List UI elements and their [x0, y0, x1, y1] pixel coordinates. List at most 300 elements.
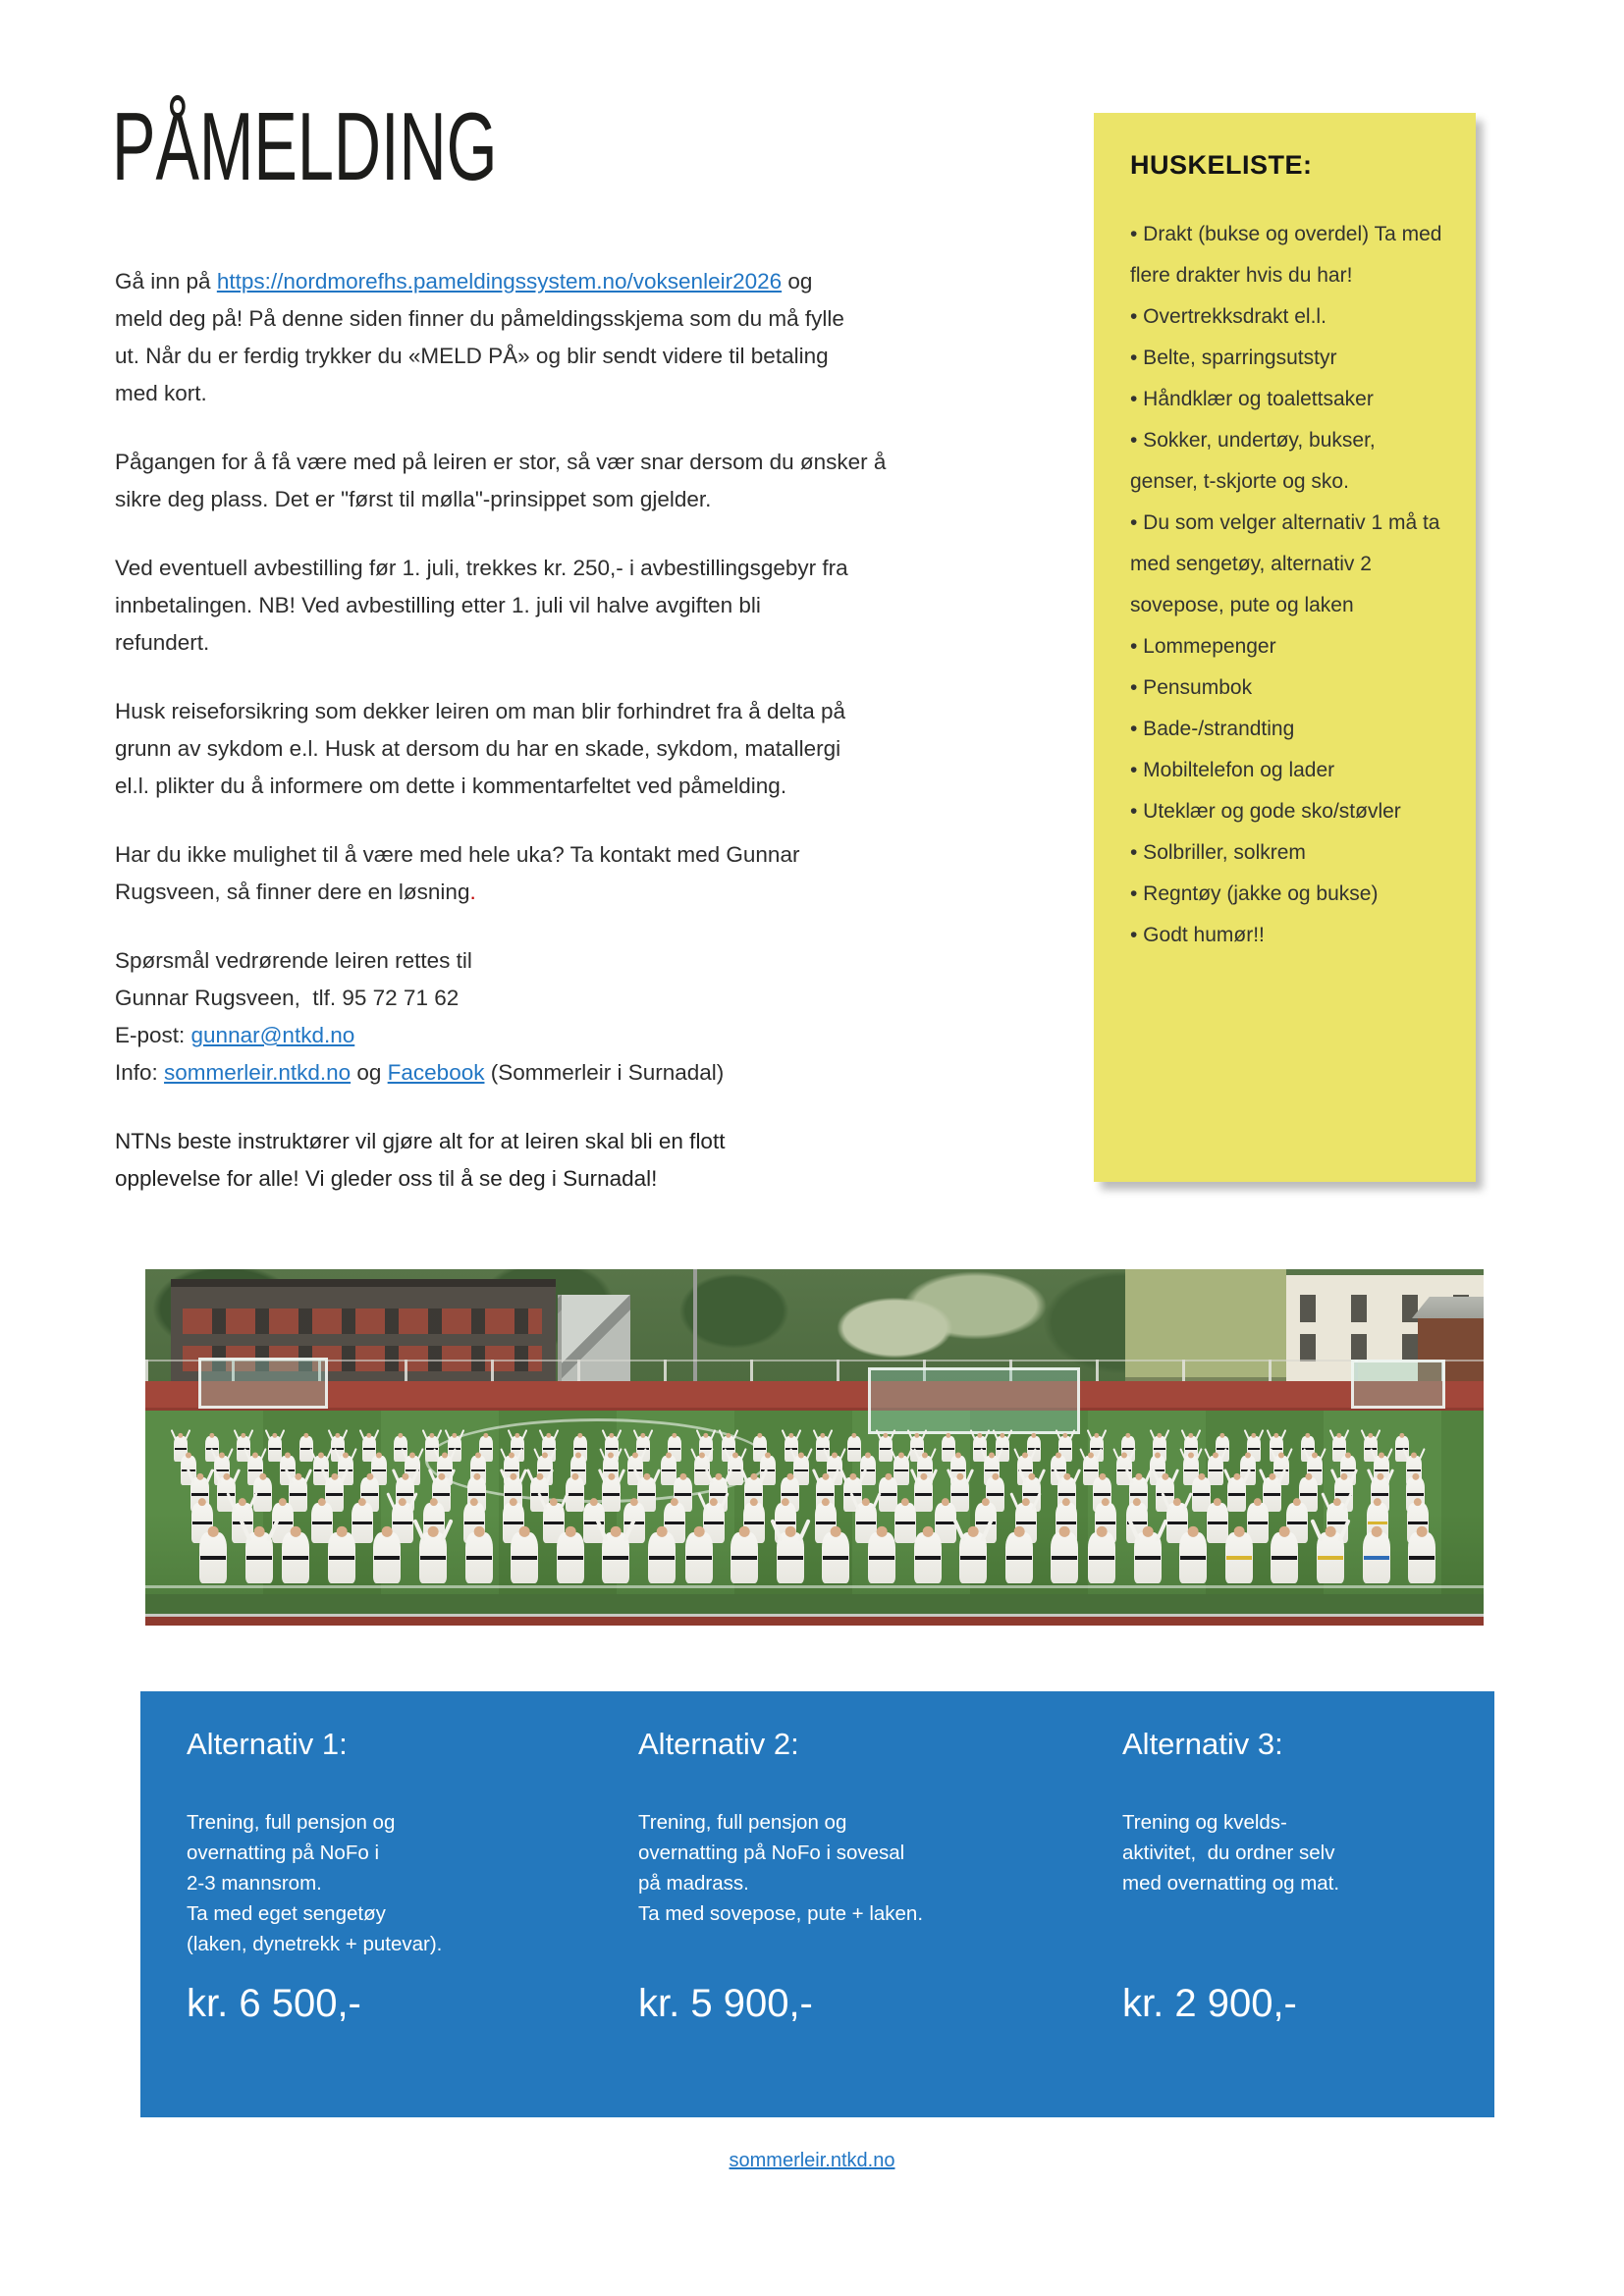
- checklist-item: • Regntøy (jakke og bukse): [1130, 882, 1379, 905]
- person: [822, 1532, 849, 1583]
- person-head: [1031, 1433, 1036, 1438]
- person-head: [849, 1473, 856, 1480]
- person-arm: [1101, 1429, 1108, 1441]
- person-arm: [710, 1429, 717, 1441]
- person-head: [428, 1526, 439, 1537]
- person-head: [1377, 1473, 1383, 1480]
- taekwondo-crowd: [145, 1269, 1484, 1626]
- person: [894, 1503, 916, 1543]
- alternative-price: kr. 5 900,-: [638, 1982, 813, 2025]
- person: [1271, 1532, 1298, 1583]
- person-belt: [1228, 1493, 1246, 1496]
- paragraph: [115, 444, 1057, 518]
- person-head: [956, 1473, 963, 1480]
- checklist-note: [1094, 113, 1476, 1182]
- person-arm: [436, 1429, 443, 1441]
- person-head: [398, 1433, 403, 1438]
- person-head: [409, 1452, 415, 1458]
- footer-link[interactable]: sommerleir.ntkd.no: [729, 2150, 895, 2171]
- person: [685, 1532, 713, 1583]
- person-head: [710, 1498, 718, 1506]
- person-head: [1062, 1498, 1070, 1506]
- person-head: [1198, 1473, 1205, 1480]
- person-head: [1333, 1498, 1341, 1506]
- person-head: [1417, 1526, 1428, 1537]
- text-run: sikre deg plass. Det er "først til mølla"-prinsippet som gjelder.: [115, 487, 712, 511]
- person-head: [1157, 1433, 1162, 1438]
- description-line: 2-3 mannsrom.: [187, 1872, 322, 1895]
- person-head: [750, 1498, 758, 1506]
- person-head: [470, 1498, 478, 1506]
- person-belt: [471, 1469, 486, 1471]
- checklist-items: [1130, 214, 1448, 956]
- person-arm: [328, 1429, 335, 1441]
- person-head: [402, 1473, 408, 1480]
- person-belt: [438, 1469, 453, 1471]
- person-head: [989, 1452, 995, 1458]
- person-head: [366, 1473, 373, 1480]
- person-arm: [1418, 1448, 1426, 1462]
- person-head: [1368, 1433, 1373, 1438]
- person-head: [219, 1452, 225, 1458]
- person-belt: [1364, 1556, 1389, 1560]
- person-head: [699, 1452, 705, 1458]
- person-head: [946, 1433, 950, 1438]
- person-belt: [960, 1556, 986, 1560]
- person-belt: [604, 1469, 619, 1471]
- person-belt: [1154, 1448, 1166, 1450]
- person-head: [483, 1433, 488, 1438]
- person-head: [1133, 1498, 1141, 1506]
- person-arm: [812, 1468, 821, 1484]
- person-head: [259, 1473, 266, 1480]
- person-head: [566, 1526, 576, 1537]
- person-belt: [704, 1522, 724, 1524]
- person-head: [1340, 1473, 1347, 1480]
- person-arm: [500, 1448, 508, 1462]
- person-arm: [247, 1429, 254, 1441]
- person-belt: [1368, 1522, 1387, 1524]
- person-head: [679, 1473, 686, 1480]
- person-head: [252, 1452, 258, 1458]
- person-belt: [662, 1469, 677, 1471]
- group-photo: [145, 1269, 1484, 1626]
- text-link[interactable]: Facebook: [387, 1060, 485, 1085]
- person-head: [331, 1473, 338, 1480]
- person-belt: [869, 1556, 894, 1560]
- page-title: PÅMELDING: [112, 92, 498, 200]
- person-head: [1094, 1433, 1099, 1438]
- person-head: [1414, 1498, 1422, 1506]
- text-run: og: [782, 269, 813, 294]
- person-head: [922, 1452, 928, 1458]
- person-head: [343, 1452, 349, 1458]
- person-arm: [1322, 1493, 1331, 1511]
- person-belt: [424, 1522, 444, 1524]
- person-head: [546, 1433, 551, 1438]
- person-head: [318, 1498, 326, 1506]
- alternative-description: [187, 1807, 442, 1959]
- person-arm: [1037, 1468, 1046, 1484]
- person-head: [399, 1498, 406, 1506]
- person-head: [514, 1433, 519, 1438]
- person: [1134, 1532, 1162, 1583]
- person-head: [1412, 1473, 1419, 1480]
- person-belt: [544, 1522, 564, 1524]
- person-arm: [1329, 1429, 1336, 1441]
- text-run: Info:: [115, 1060, 165, 1085]
- person-head: [982, 1498, 990, 1506]
- person-head: [1213, 1452, 1218, 1458]
- person-arm: [1195, 1429, 1202, 1441]
- person-head: [898, 1452, 904, 1458]
- person-belt: [1287, 1522, 1307, 1524]
- person-belt: [192, 1522, 212, 1524]
- person-head: [1254, 1498, 1262, 1506]
- person-arm: [690, 1448, 698, 1462]
- person-belt: [393, 1522, 412, 1524]
- person-belt: [283, 1556, 308, 1560]
- person-arm: [232, 1468, 241, 1484]
- person-head: [452, 1433, 457, 1438]
- person-arm: [719, 1429, 726, 1441]
- person-belt: [915, 1556, 941, 1560]
- person-belt: [326, 1493, 344, 1496]
- person-belt: [745, 1493, 763, 1496]
- person-arm: [1204, 1448, 1212, 1462]
- text-run: NTNs beste instruktører vil gjøre alt for at leiren skal bli en flott: [115, 1129, 726, 1153]
- person-head: [223, 1473, 230, 1480]
- person-arm: [1361, 1429, 1368, 1441]
- text-run: Spørsmål vedrørende leiren rettes til: [115, 948, 472, 973]
- person-head: [977, 1433, 982, 1438]
- person-head: [358, 1498, 366, 1506]
- person-head: [862, 1498, 870, 1506]
- person-belt: [848, 1448, 861, 1450]
- person-head: [1305, 1473, 1312, 1480]
- person-arm: [428, 1468, 437, 1484]
- person-head: [1234, 1526, 1245, 1537]
- person-belt: [1094, 1493, 1111, 1496]
- person-head: [1014, 1526, 1025, 1537]
- person-belt: [1264, 1493, 1281, 1496]
- person-belt: [1193, 1493, 1211, 1496]
- person-head: [254, 1526, 265, 1537]
- person-head: [1121, 1452, 1127, 1458]
- person-head: [1188, 1433, 1193, 1438]
- person-arm: [782, 1429, 788, 1441]
- person-head: [1022, 1452, 1028, 1458]
- person: [1051, 1532, 1078, 1583]
- text-link[interactable]: https://nordmorefhs.pameldingssystem.no/voksenleir2026: [216, 269, 783, 294]
- person-belt: [1130, 1493, 1148, 1496]
- person-arm: [1112, 1448, 1120, 1462]
- alternative-title: Alternativ 2:: [638, 1727, 799, 1761]
- person-arm: [984, 1429, 991, 1441]
- person-head: [473, 1473, 480, 1480]
- person-head: [1411, 1452, 1417, 1458]
- checklist-item: • Håndklær og toalettsaker: [1130, 388, 1374, 410]
- person-head: [571, 1473, 578, 1480]
- description-line: aktivitet, du ordner selv: [1122, 1842, 1335, 1864]
- person: [1179, 1532, 1207, 1583]
- person-head: [542, 1452, 548, 1458]
- person-head: [671, 1498, 678, 1506]
- person-belt: [246, 1556, 272, 1560]
- person-head: [335, 1433, 340, 1438]
- person-belt: [778, 1556, 803, 1560]
- person-belt: [1226, 1556, 1252, 1560]
- person-belt: [754, 1448, 767, 1450]
- person-belt: [895, 1522, 915, 1524]
- person-belt: [1409, 1556, 1435, 1560]
- person-head: [1059, 1526, 1070, 1537]
- person-head: [1143, 1526, 1154, 1537]
- person-head: [272, 1433, 277, 1438]
- person-head: [851, 1433, 856, 1438]
- person-arm: [602, 1429, 609, 1441]
- person-head: [1269, 1473, 1275, 1480]
- person-belt: [374, 1556, 400, 1560]
- person-belt: [731, 1556, 757, 1560]
- person-belt: [1016, 1522, 1036, 1524]
- person-head: [611, 1526, 622, 1537]
- person-head: [1135, 1473, 1142, 1480]
- person-belt: [512, 1556, 537, 1560]
- person-belt: [505, 1469, 519, 1471]
- description-line: overnatting på NoFo i: [187, 1842, 380, 1864]
- person-head: [590, 1498, 598, 1506]
- person-arm: [827, 1429, 834, 1441]
- person-belt: [1184, 1469, 1199, 1471]
- person-head: [285, 1452, 291, 1458]
- person-belt: [1185, 1448, 1198, 1450]
- person-arm: [616, 1429, 623, 1441]
- person-head: [475, 1452, 481, 1458]
- person-arm: [1056, 1429, 1062, 1441]
- person: [1088, 1532, 1115, 1583]
- person-arm: [521, 1429, 528, 1441]
- person-head: [609, 1433, 614, 1438]
- person: [1317, 1532, 1344, 1583]
- person-head: [536, 1473, 543, 1480]
- person-arm: [508, 1429, 514, 1441]
- checklist-title: HUSKELISTE:: [1130, 150, 1313, 180]
- person-head: [575, 1452, 581, 1458]
- person-belt: [987, 1493, 1004, 1496]
- alternative-column-1: [187, 1691, 609, 2117]
- description-line: Ta med sovepose, pute + laken.: [638, 1902, 924, 1925]
- person-arm: [993, 1429, 1000, 1441]
- person-head: [1278, 1452, 1284, 1458]
- person: [868, 1532, 895, 1583]
- person-head: [198, 1498, 206, 1506]
- person-head: [657, 1526, 668, 1537]
- person: [1408, 1532, 1435, 1583]
- person-arm: [234, 1429, 241, 1441]
- person-head: [865, 1452, 871, 1458]
- person-belt: [1058, 1493, 1076, 1496]
- person-head: [1097, 1526, 1108, 1537]
- person-belt: [200, 1556, 226, 1560]
- person-belt: [1208, 1522, 1227, 1524]
- person-arm: [1375, 1429, 1381, 1441]
- person-belt: [915, 1493, 933, 1496]
- person-head: [608, 1452, 614, 1458]
- person-belt: [1407, 1469, 1422, 1471]
- person-arm: [359, 1429, 366, 1441]
- person-belt: [352, 1522, 372, 1524]
- text-run: (Sommerleir i Surnadal): [484, 1060, 725, 1085]
- person-arm: [805, 1448, 813, 1462]
- person-belt: [1407, 1493, 1425, 1496]
- person-head: [757, 1433, 762, 1438]
- person: [1363, 1532, 1390, 1583]
- person-arm: [739, 1448, 747, 1462]
- body-paragraphs: [115, 263, 1057, 1092]
- person-belt: [1318, 1556, 1343, 1560]
- person-head: [885, 1473, 892, 1480]
- person: [1208, 1456, 1223, 1485]
- person-belt: [856, 1522, 876, 1524]
- person-belt: [397, 1493, 414, 1496]
- text-run: innbetalingen. NB! Ved avbestilling etter 1. juli vil halve avgiften bli: [115, 593, 761, 617]
- description-line: Ta med eget sengetøy: [187, 1902, 386, 1925]
- checklist-item: • Godt humør!!: [1130, 924, 1265, 946]
- person-belt: [1135, 1556, 1161, 1560]
- person-belt: [466, 1556, 492, 1560]
- person-arm: [921, 1429, 928, 1441]
- text-link[interactable]: gunnar@ntkd.no: [190, 1023, 355, 1047]
- person: [557, 1532, 584, 1583]
- person-belt: [794, 1469, 809, 1471]
- person-belt: [976, 1522, 996, 1524]
- person: [465, 1532, 493, 1583]
- person-head: [474, 1526, 485, 1537]
- person-arm: [1006, 1429, 1013, 1441]
- person-arm: [797, 1520, 810, 1542]
- person-head: [798, 1452, 804, 1458]
- paragraph: [115, 263, 1057, 412]
- person: [847, 1436, 861, 1462]
- person-belt: [744, 1522, 764, 1524]
- person-head: [430, 1498, 438, 1506]
- person-head: [510, 1498, 517, 1506]
- person-arm: [813, 1429, 820, 1441]
- person-head: [955, 1452, 961, 1458]
- text-link[interactable]: sommerleir.ntkd.no: [164, 1060, 352, 1085]
- person-arm: [1310, 1520, 1323, 1542]
- person-head: [196, 1473, 203, 1480]
- person-head: [1088, 1452, 1094, 1458]
- checklist-item: • Pensumbok: [1130, 676, 1253, 699]
- main-text-column: [115, 263, 1057, 1229]
- person-head: [715, 1473, 722, 1480]
- person: [373, 1532, 401, 1583]
- person-belt: [571, 1469, 586, 1471]
- person-arm: [185, 1429, 191, 1441]
- person-belt: [574, 1448, 587, 1450]
- person-arm: [732, 1429, 739, 1441]
- person-head: [608, 1473, 615, 1480]
- person: [914, 1532, 942, 1583]
- person-arm: [698, 1493, 708, 1511]
- person-belt: [918, 1469, 933, 1471]
- person-head: [732, 1452, 738, 1458]
- person-head: [1345, 1452, 1351, 1458]
- person-head: [279, 1498, 287, 1506]
- person-belt: [603, 1556, 628, 1560]
- checklist-item: • Sokker, undertøy, bukser, genser, t-skjorte og sko.: [1130, 429, 1376, 493]
- checklist-item: • Belte, sparringsutstyr: [1130, 347, 1337, 369]
- person-belt: [951, 1493, 969, 1496]
- person-belt: [372, 1469, 387, 1471]
- person: [1225, 1532, 1253, 1583]
- person-belt: [1408, 1522, 1428, 1524]
- person: [648, 1532, 676, 1583]
- person-arm: [839, 1448, 846, 1462]
- person-arm: [876, 1429, 883, 1441]
- person-head: [640, 1433, 645, 1438]
- person: [914, 1477, 933, 1512]
- text-run: el.l. plikter du å informere om dette i kommentarfeltet ved påmelding.: [115, 774, 787, 798]
- person-head: [241, 1433, 245, 1438]
- person-head: [1125, 1433, 1130, 1438]
- person-head: [726, 1433, 731, 1438]
- person-arm: [259, 1448, 267, 1462]
- paragraph: [115, 836, 1057, 911]
- person-head: [788, 1433, 793, 1438]
- person-head: [1312, 1452, 1318, 1458]
- alternatives-band: [140, 1691, 1494, 2117]
- text-run: Rugsveen, så finner dere en løsning: [115, 880, 470, 904]
- person-head: [577, 1433, 582, 1438]
- person-head: [831, 1526, 841, 1537]
- person-head: [178, 1433, 183, 1438]
- alternative-column-2: [638, 1691, 1060, 2117]
- person-belt: [638, 1493, 656, 1496]
- person-belt: [1084, 1469, 1099, 1471]
- person-head: [822, 1473, 829, 1480]
- person-arm: [1150, 1429, 1157, 1441]
- person-belt: [1333, 1448, 1346, 1450]
- person-head: [1233, 1473, 1240, 1480]
- person: [511, 1532, 538, 1583]
- person-head: [822, 1498, 830, 1506]
- person-belt: [468, 1493, 486, 1496]
- person-head: [1062, 1433, 1067, 1438]
- description-line: på madrass.: [638, 1872, 749, 1895]
- person: [245, 1532, 273, 1583]
- person-arm: [929, 1448, 937, 1462]
- checklist-item: • Mobiltelefon og lader: [1130, 759, 1335, 781]
- person-arm: [526, 1468, 535, 1484]
- checklist-item: • Overtrekksdrakt el.l.: [1130, 305, 1326, 328]
- person-belt: [665, 1522, 684, 1524]
- person: [199, 1532, 227, 1583]
- alternative-price: kr. 2 900,-: [1122, 1982, 1297, 2025]
- alternative-description: [1122, 1807, 1339, 1898]
- checklist-item: • Solbriller, solkrem: [1130, 841, 1306, 864]
- person-arm: [1319, 1448, 1326, 1462]
- person-arm: [1258, 1429, 1265, 1441]
- person-belt: [1308, 1469, 1323, 1471]
- person-head: [992, 1473, 999, 1480]
- person: [328, 1532, 355, 1583]
- person-belt: [1056, 1522, 1076, 1524]
- person: [959, 1532, 987, 1583]
- person-head: [1155, 1452, 1161, 1458]
